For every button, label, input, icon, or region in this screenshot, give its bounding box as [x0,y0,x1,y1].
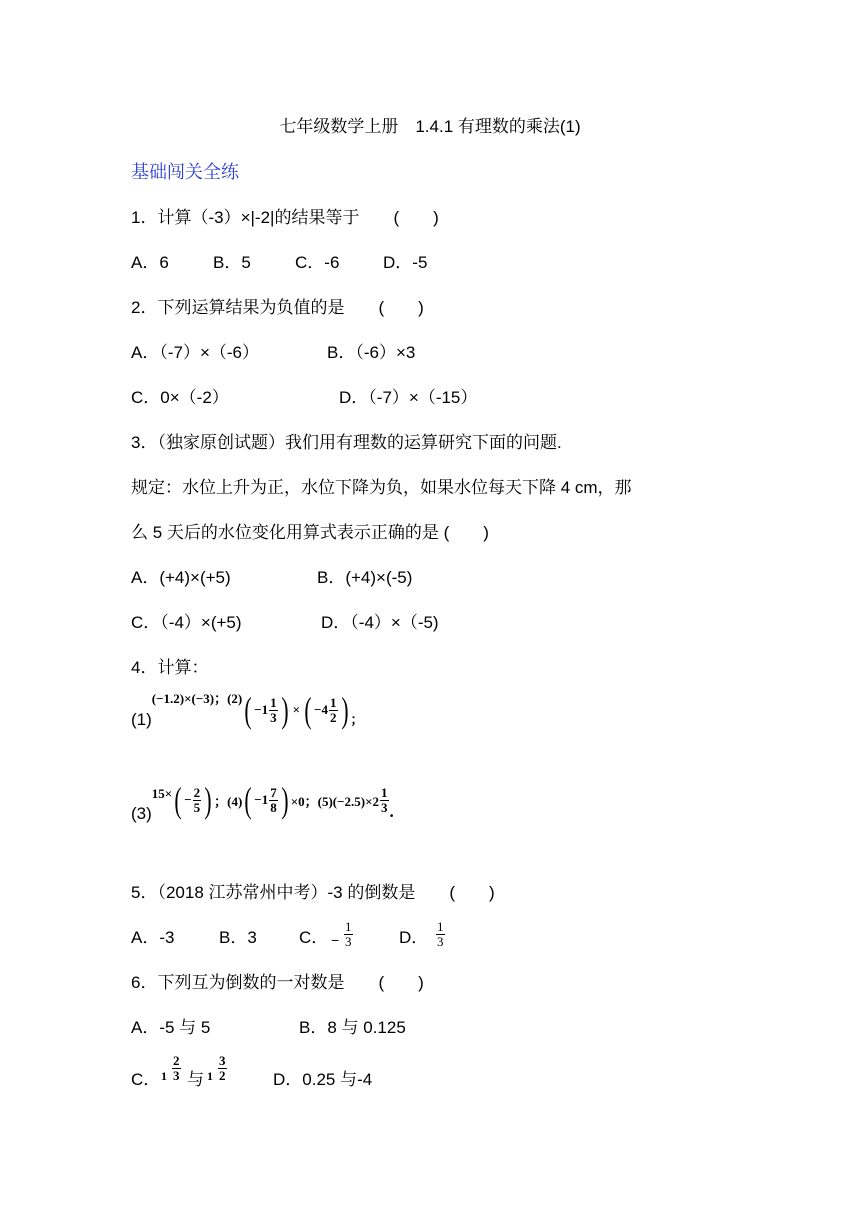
mixed-whole: 1 [161,1069,167,1083]
mixed-whole: 1 [207,1069,213,1083]
q2-option-b: B．（-6）×3 [327,343,416,362]
question-6-options-row2 [131,1052,731,1096]
q6-option-b: B．8 与 0.125 [299,1018,406,1037]
right-paren: ) [340,690,349,730]
question-1-options [131,251,731,275]
question-3-stem: 3．（独家原创试题）我们用有理数的运算研究下面的问题. [131,433,562,452]
q1-option-c: C．-6 [295,253,340,272]
q5-option-c: C． [299,928,329,947]
question-4-stem: 4．计算： [131,658,209,677]
question-3-options-row2 [131,611,731,635]
part-1-expression: (−1.2)×(−3)；(2) [151,691,243,706]
fraction: $\frac{3}{2}$ [219,1053,226,1083]
q3-option-a: A．(+4)×(+5) [131,568,231,587]
question-6-stem: 6．下列互为倒数的一对数是 ( ) [131,973,424,992]
left-paren: ( [244,780,252,820]
question-6-options-row1 [131,1016,731,1040]
q2-option-d: D．（-7）×（-15） [339,388,478,407]
left-paren: ( [174,780,182,820]
part-3-label: (3) [131,804,152,823]
right-paren: ) [281,690,289,730]
minus-sign: − [331,932,340,948]
fraction: $\frac{1}{3}$ [270,694,277,725]
mixed-whole: −1 [254,702,269,717]
q5-option-a: A．-3 [131,928,175,947]
q1-option-d: D．-5 [383,253,428,272]
mixed-whole: −1 [254,792,269,807]
question-5-stem: 5．（2018 江苏常州中考）-3 的倒数是 ( ) [131,883,495,902]
minus-sign: − [184,792,192,807]
question-3-options-row1 [131,566,731,590]
question-3-line-2: 规定：水位上升为正，水位下降为负，如果水位每天下降 4 cm，那 [131,478,632,497]
fraction: $\frac{2}{3}$ [173,1053,180,1083]
fraction: $\frac{7}{8}$ [270,784,277,815]
part-4-label: ；(4) [214,793,243,809]
q2-option-a: A．（-7）×（-6） [131,343,259,362]
q2-option-c: C．0×（-2） [131,388,229,407]
q3-option-c: C．（-4）×(+5) [131,613,242,632]
question-4-parts-3-5 [131,776,394,824]
question-2-options-row2 [131,386,731,410]
section-heading: 基础闯关全练 [131,162,239,182]
period: . [389,802,394,821]
fraction: $\frac{1}{3}$ [381,784,388,815]
q1-option-a: A．6 [131,253,169,272]
question-1-stem: 1．计算（-3）×|-2|的结果等于 ( ) [131,208,439,227]
question-4-parts-1-2 [131,688,364,732]
question-5-options [131,916,731,960]
q5-option-d: D． [399,928,429,947]
q3-option-b: B．(+4)×(-5) [317,568,413,587]
fraction: $\frac{1}{3}$ [345,919,352,949]
part-4-5-expression: ×0；(5)(−2.5)×2 [290,793,380,809]
left-paren: ( [304,690,312,730]
question-2-options-row1 [131,341,731,365]
right-paren: ) [204,780,212,820]
page-title: 七年级数学上册 1.4.1 有理数的乘法(1) [279,117,581,136]
fraction: $\frac{2}{5}$ [193,784,201,815]
right-paren: ) [281,780,289,820]
fraction: $\frac{1}{2}$ [330,694,337,725]
question-2-stem: 2．下列运算结果为负值的是 ( ) [131,298,424,317]
q1-option-b: B．5 [213,253,251,272]
part-3-expression: 15× [151,786,173,801]
q5-option-b: B．3 [219,928,257,947]
q6-option-a: A．-5 与 5 [131,1018,211,1037]
q6-option-d: D．0.25 与-4 [273,1070,373,1089]
times-sign: × [292,702,301,717]
q6-option-c: C． [131,1070,161,1089]
question-3-line-3: 么 5 天后的水位变化用算式表示正确的是 ( ) [131,523,489,542]
part-1-label: (1) [131,710,152,729]
mixed-whole: −4 [314,702,328,717]
word-yu: 与 [187,1070,204,1089]
semicolon: ； [350,712,364,727]
fraction: $\frac{1}{3}$ [437,919,444,949]
left-paren: ( [244,690,252,730]
q3-option-d: D．（-4）×（-5) [321,613,439,632]
